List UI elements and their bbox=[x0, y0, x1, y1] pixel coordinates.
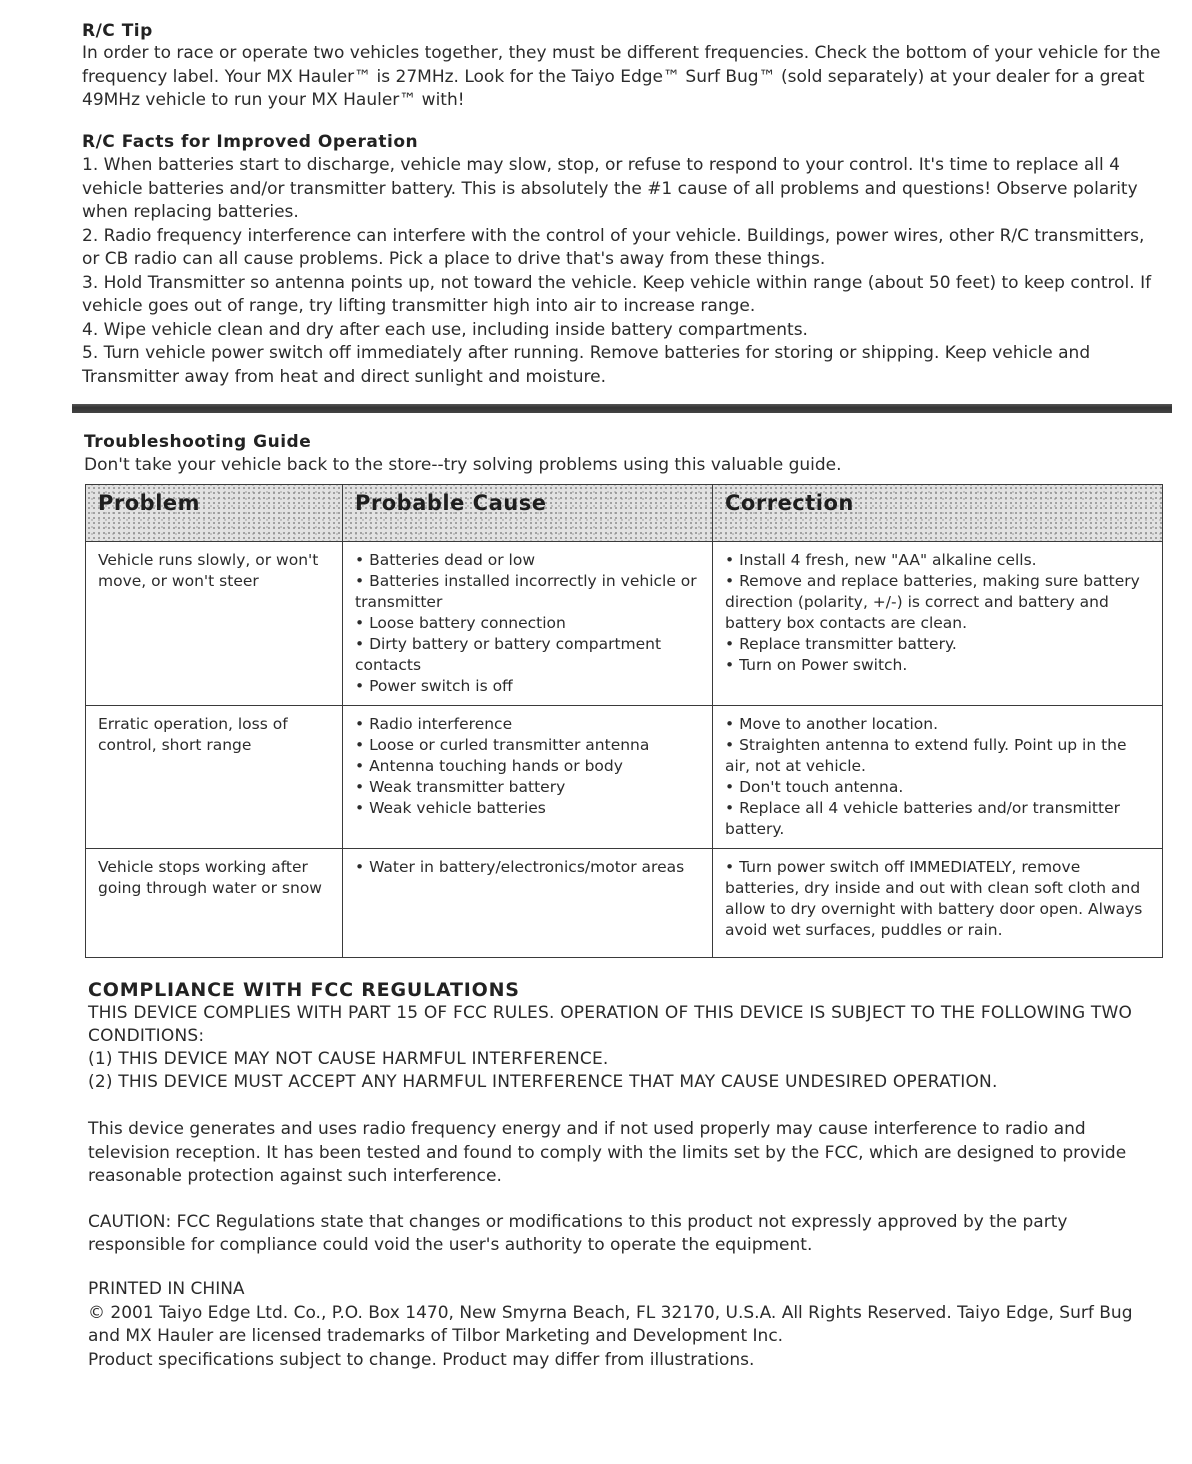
fcc-heading: COMPLIANCE WITH FCC REGULATIONS bbox=[88, 979, 520, 1001]
product-disclaimer: Product specifications subject to change. Product may differ from illustrations. bbox=[88, 1349, 755, 1370]
cause-item: • Loose or curled transmitter antenna bbox=[355, 736, 650, 754]
correction-list bbox=[725, 714, 1154, 840]
fcc-energy-notice: This device generates and uses radio frequency energy and if not used properly may cause interference to radio and television reception. It has been tested and found to comply with the limits set by the FCC, which are designed to provide reasonable protection against such interference. bbox=[88, 1119, 1127, 1186]
cause-list bbox=[355, 550, 704, 697]
correction-item: • Move to another location. bbox=[725, 715, 939, 733]
table-row bbox=[86, 849, 1163, 958]
cause-item: • Batteries installed incorrectly in vehicle or transmitter bbox=[355, 572, 697, 611]
cause-list bbox=[355, 857, 704, 878]
rc-tip-section bbox=[82, 20, 1162, 113]
cause-item: • Batteries dead or low bbox=[355, 551, 535, 569]
printed-in: PRINTED IN CHINA bbox=[88, 1279, 245, 1299]
correction-item: • Turn power switch off IMMEDIATELY, remove batteries, dry inside and out with clean soft cloth and allow to dry overnight with battery door open. Always avoid wet surfaces, puddles or rain. bbox=[725, 858, 1143, 939]
rc-fact-item: 4. Wipe vehicle clean and dry after each use, including inside battery compartments. bbox=[82, 319, 808, 340]
copyright-notice: © 2001 Taiyo Edge Ltd. Co., P.O. Box 1470, New Smyrna Beach, FL 32170, U.S.A. All Rights Reserved. Taiyo Edge, Surf Bug and MX Hauler are licensed trademarks of Tilbor Marketing and Development Inc. bbox=[88, 1302, 1133, 1346]
correction-item: • Don't touch antenna. bbox=[725, 778, 904, 796]
rc-fact-item: 5. Turn vehicle power switch off immediately after running. Remove batteries for storing or shipping. Keep vehicle and Transmitter away from heat and direct sunlight and moisture. bbox=[82, 343, 1091, 387]
cause-item: • Radio interference bbox=[355, 715, 513, 733]
troubleshooting-intro: Don't take your vehicle back to the store--try solving problems using this valuable guide. bbox=[84, 455, 842, 475]
fcc-statement: THIS DEVICE COMPLIES WITH PART 15 OF FCC RULES. OPERATION OF THIS DEVICE IS SUBJECT TO THE FOLLOWING TWO CONDITIONS: bbox=[88, 1003, 1133, 1046]
cause-item: • Antenna touching hands or body bbox=[355, 757, 623, 775]
fcc-condition-2: (2) THIS DEVICE MUST ACCEPT ANY HARMFUL INTERFERENCE THAT MAY CAUSE UNDESIRED OPERATION. bbox=[88, 1072, 998, 1092]
column-header-cause: Probable Cause bbox=[343, 485, 713, 542]
troubleshooting-section bbox=[84, 430, 1164, 478]
fcc-condition-1: (1) THIS DEVICE MAY NOT CAUSE HARMFUL INTERFERENCE. bbox=[88, 1049, 609, 1069]
correction-item: • Replace transmitter battery. bbox=[725, 635, 957, 653]
correction-cell bbox=[713, 706, 1163, 849]
table-row bbox=[86, 542, 1163, 706]
correction-list bbox=[725, 857, 1154, 941]
footer-section bbox=[88, 1278, 1168, 1372]
problem-cell: Vehicle runs slowly, or won't move, or won't steer bbox=[86, 542, 343, 706]
rc-facts-section bbox=[82, 130, 1167, 389]
cause-cell bbox=[343, 542, 713, 706]
correction-cell bbox=[713, 542, 1163, 706]
fcc-caution: CAUTION: FCC Regulations state that changes or modifications to this product not expressly approved by the party responsible for compliance could void the user's authority to operate the equipment. bbox=[88, 1211, 1068, 1255]
rc-fact-item: 3. Hold Transmitter so antenna points up, not toward the vehicle. Keep vehicle within range (about 50 feet) to keep control. If vehicle goes out of range, try lifting transmitter high into air to increase range. bbox=[82, 272, 1152, 316]
cause-cell bbox=[343, 706, 713, 849]
table-row bbox=[86, 706, 1163, 849]
correction-list bbox=[725, 550, 1154, 676]
rc-facts-list bbox=[82, 154, 1167, 389]
cause-item: • Loose battery connection bbox=[355, 614, 566, 632]
rc-fact-item: 2. Radio frequency interference can interfere with the control of your vehicle. Buildings, power wires, other R/C transmitters, or CB radio can all cause problems. Pick a place to drive that's away from these things. bbox=[82, 225, 1145, 269]
cause-item: • Power switch is off bbox=[355, 677, 513, 695]
correction-item: • Install 4 fresh, new "AA" alkaline cells. bbox=[725, 551, 1037, 569]
problem-cell: Vehicle stops working after going through water or snow bbox=[86, 849, 343, 958]
column-header-problem: Problem bbox=[86, 485, 343, 542]
correction-cell bbox=[713, 849, 1163, 958]
column-header-correction: Correction bbox=[713, 485, 1163, 542]
cause-cell bbox=[343, 849, 713, 958]
correction-item: • Turn on Power switch. bbox=[725, 656, 908, 674]
rc-facts-heading: R/C Facts for Improved Operation bbox=[82, 132, 419, 152]
fcc-section bbox=[88, 978, 1168, 1258]
problem-cell: Erratic operation, loss of control, short range bbox=[86, 706, 343, 849]
correction-item: • Straighten antenna to extend fully. Point up in the air, not at vehicle. bbox=[725, 736, 1127, 775]
troubleshooting-heading: Troubleshooting Guide bbox=[84, 432, 312, 452]
cause-list bbox=[355, 714, 704, 819]
table-header-row bbox=[86, 485, 1163, 542]
troubleshooting-table bbox=[85, 484, 1163, 958]
rc-tip-heading: R/C Tip bbox=[82, 21, 153, 41]
correction-item: • Replace all 4 vehicle batteries and/or transmitter battery. bbox=[725, 799, 1120, 838]
section-divider bbox=[72, 404, 1172, 413]
rc-tip-body: In order to race or operate two vehicles together, they must be different frequencies. Check the bottom of your vehicle for the frequency label. Your MX Hauler™ is 27MHz. Look for the Taiyo Edge™ Surf Bug™ (sold separately) at your dealer for a great 49MHz vehicle to run your MX Hauler™ with! bbox=[82, 43, 1161, 110]
cause-item: • Water in battery/electronics/motor areas bbox=[355, 858, 685, 876]
cause-item: • Dirty battery or battery compartment contacts bbox=[355, 635, 662, 674]
rc-fact-item: 1. When batteries start to discharge, vehicle may slow, stop, or refuse to respond to your control. It's time to replace all 4 vehicle batteries and/or transmitter battery. This is absolutely the #1 cause of all problems and questions! Observe polarity when replacing batteries. bbox=[82, 155, 1138, 222]
cause-item: • Weak transmitter battery bbox=[355, 778, 566, 796]
cause-item: • Weak vehicle batteries bbox=[355, 799, 546, 817]
correction-item: • Remove and replace batteries, making sure battery direction (polarity, +/-) is correct and battery and battery box contacts are clean. bbox=[725, 572, 1140, 632]
